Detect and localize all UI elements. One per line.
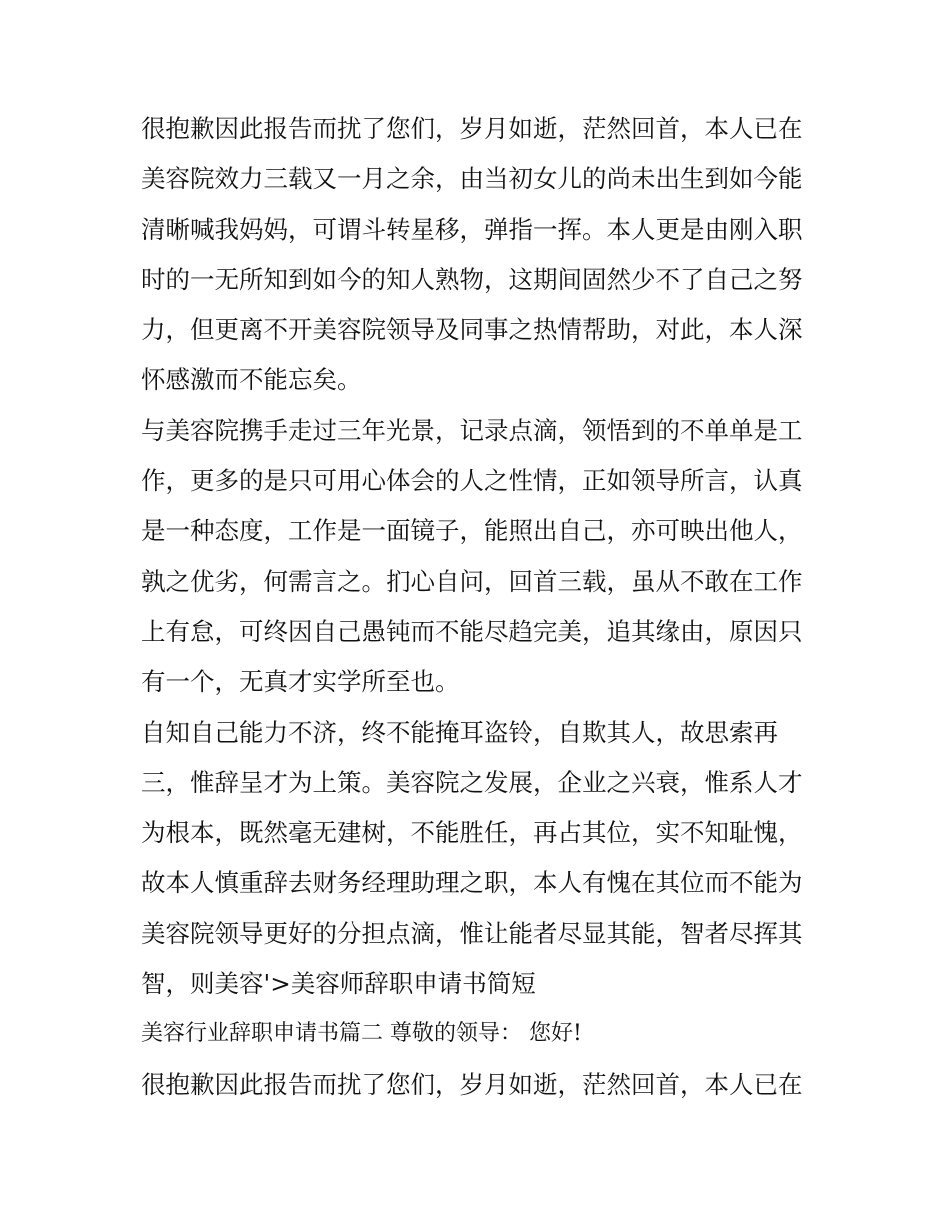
text-line: 智，则美容'>美容师辞职申请书简短 bbox=[141, 969, 536, 999]
document-body bbox=[141, 104, 831, 1110]
text-line: 与美容院携手走过三年光景，记录点滴，领悟到的不单单是工 bbox=[141, 415, 803, 445]
text-line: 三，惟辞呈才为上策。美容院之发展，企业之兴衰，惟系人才 bbox=[141, 767, 803, 797]
text-line: 清晰喊我妈妈，可谓斗转星移，弹指一挥。本人更是由刚入职 bbox=[141, 214, 803, 244]
text-line: 为根本，既然毫无建树，不能胜任，再占其位，实不知耻愧， bbox=[141, 818, 803, 848]
text-line: 自知自己能力不济，终不能掩耳盗铃，自欺其人，故思索再 bbox=[141, 717, 778, 747]
text-line: 很抱歉因此报告而扰了您们，岁月如逝，茫然回首，本人已在 bbox=[141, 1069, 803, 1099]
text-line: 是一种态度，工作是一面镜子，能照出自己，亦可映出他人， bbox=[141, 516, 803, 546]
text-line: 美容院效力三载又一月之余，由当初女儿的尚未出生到如今能 bbox=[141, 164, 803, 194]
text-line: 孰之优劣，何需言之。扪心自问，回首三载，虽从不敢在工作 bbox=[141, 566, 803, 596]
text-line: 时的一无所知到如今的知人熟物，这期间固然少不了自己之努 bbox=[141, 264, 803, 294]
text-line: 上有怠，可终因自己愚钝而不能尽趋完美，追其缘由，原因只 bbox=[141, 616, 803, 646]
text-line: 美容院领导更好的分担点滴，惟让能者尽显其能，智者尽挥其 bbox=[141, 918, 803, 948]
section-heading: 美容行业辞职申请书篇二 尊敬的领导： 您好! bbox=[141, 1021, 582, 1047]
text-line: 怀感激而不能忘矣。 bbox=[141, 365, 362, 395]
text-line: 力，但更离不开美容院领导及同事之热情帮助，对此，本人深 bbox=[141, 315, 803, 345]
text-line: 故本人慎重辞去财务经理助理之职，本人有愧在其位而不能为 bbox=[141, 868, 803, 898]
text-line: 作，更多的是只可用心体会的人之性情，正如领导所言，认真 bbox=[141, 466, 803, 496]
text-line: 有一个，无真才实学所至也。 bbox=[141, 667, 460, 697]
text-line: 很抱歉因此报告而扰了您们，岁月如逝，茫然回首，本人已在 bbox=[141, 114, 803, 143]
